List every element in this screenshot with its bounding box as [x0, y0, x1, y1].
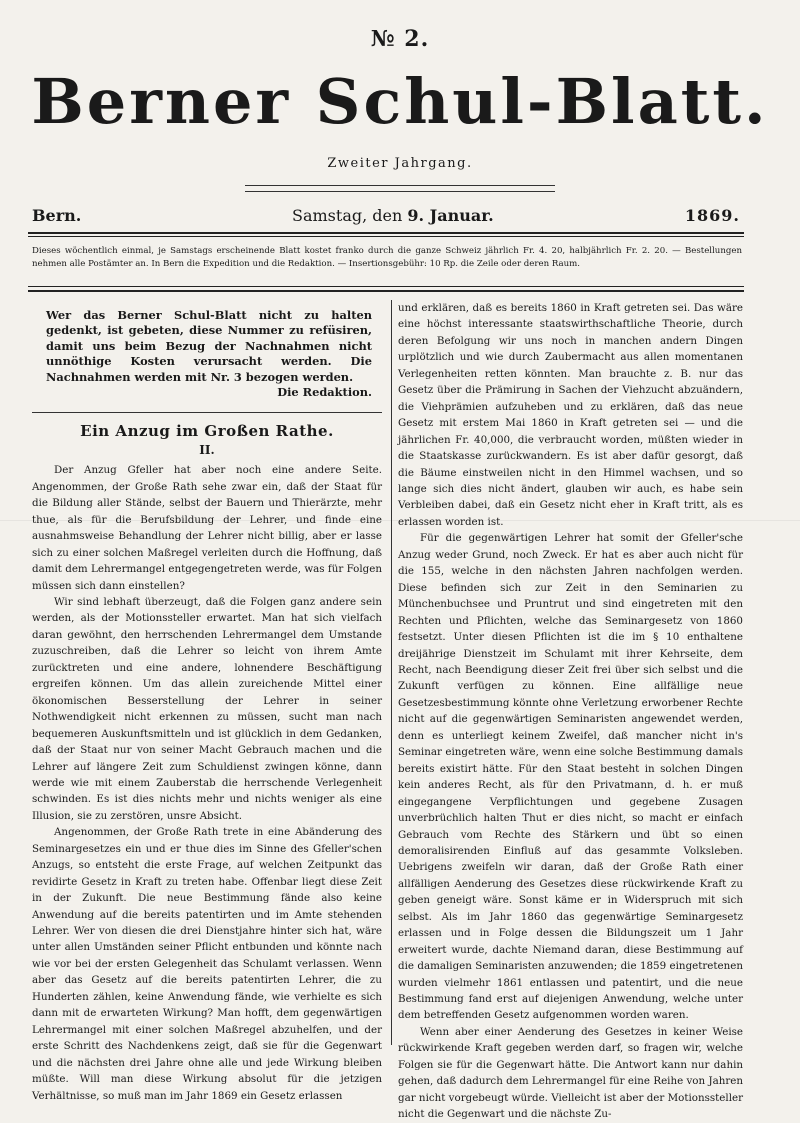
editorial-announcement — [32, 300, 382, 406]
article-paragraph: und erklären, daß es bereits 1860 in Kraft getreten sei. Das wäre eine höchst interessante staatswirthschaftliche Theorie, durch deren Befolgung wir uns noch in manchen andern Dingen urplötzlich und wie durch Zaubermacht aus allen momentanen Verlegenheiten retten könnten. Man brauchte z. B. nur das Gesetz über die Prämirung in Sachen der Viehzucht abzuändern, die Viehprämien aufzuheben und zu erklären, daß das neue Gesetz mit erstem Mai 1860 in Kraft getreten sei — und die jährlichen Fr. 40,000, die verbraucht worden, müßten wieder in die Staatskasse zurückwandern. Es ist aber dafür gesorgt, daß die Bäume einstweilen nicht in den Himmel wachsen, und so lange sich dies nicht ändert, glauben wir auch, es habe sein Verbleiben dabei, daß ein Gesetz nicht eher in Kraft tritt, als es erlassen worden ist. — [398, 302, 743, 528]
notice-rule-thin — [28, 286, 744, 287]
dateline-weekday: Samstag, den — [292, 206, 403, 225]
article-part-number: II. — [199, 442, 215, 457]
dateline-date — [292, 206, 494, 225]
masthead-title: Berner Schul-Blatt. — [31, 65, 769, 138]
subscription-notice: Dieses wöchentlich einmal, je Samstags erscheinende Blatt kostet franko durch die ganze Schweiz jährlich Fr. 4. 20, halbjährlich Fr. 2. 20. — Bestellungen nehmen alle Postämter an. In Bern die Expedition und die Redaktion. — Insertionsgebühr: 10 Rp. die Zeile oder deren Raum. — [32, 246, 742, 269]
right-column — [398, 300, 743, 1123]
notice-rule — [28, 290, 744, 292]
article-paragraph: Für die gegenwärtigen Lehrer hat somit der Gfeller'sche Anzug weder Grund, noch Zweck. Er hat es aber auch nicht für die 155, welche in den nächsten Jahren nachfolgen werden. Diese befinden sich zur Zeit in den Seminarien zu Münchenbuchsee und Pruntrut und sind eingetreten mit den Rechten und Pflichten, welche das Seminargesetz von 1860 festsetzt. Unter diesen Pflichten ist die im § 10 enthaltene dreijährige Dienstzeit im Schulamt mit ihrer Kehrseite, dem Recht, nach Beendigung dieser Zeit frei über sich selbst und die Zukunft verfügen zu können. Eine allfällige neue Gesetzesbestimmung könnte ohne Verletzung erworbener Rechte nicht auf die gegenwärtigen Seminaristen angewendet werden, denn es unterliegt keinem Zweifel, daß mancher nicht in's Seminar eingetreten wäre, wenn eine solche Bestimmung damals bereits existirt hätte. Für den Staat besteht in solchen Dingen kein anderes Recht, als für den Privatmann, d. h. er muß eingegangene Verpflichtungen und gegebene Zusagen unverbrüchlich halten Thut er dies nicht, so macht er einfach Gebrauch vom Rechte des Stärkern und übt so einen demoralisirenden Einfluß auf das gesammte Volksleben. Uebrigens zweifeln wir daran, daß der Große Rath einer allfälligen Aenderung des Gesetzes diese rückwirkende Kraft zu geben geneigt wäre. Sonst käme er in Widerspruch mit sich selbst. Als im Jahr 1860 das gegenwärtige Seminargesetz erlassen und in Folge dessen die Bildungszeit um 1 Jahr erweitert wurde, dachte Niemand daran, diese Bestimmung auf die damaligen Seminaristen anzuwenden; die 1859 eingetretenen wurden vielmehr 1861 entlassen und patentirt, und die neue Bestimmung fand erst auf diejenigen Anwendung, welche unter dem betreffenden Gesetz aufgenommen worden waren. — [398, 532, 743, 1022]
dateline — [32, 206, 740, 226]
column-divider — [391, 300, 392, 1045]
left-column — [32, 300, 382, 1104]
article-paragraph: Angenommen, der Große Rath trete in eine Abänderung des Seminargesetzes ein und er thue dies im Sinne des Gfeller'schen Anzugs, so entsteht die erste Frage, auf welchen Zeitpunkt das revidirte Gesetz in Kraft zu treten habe. Offenbar liegt diese Zeit in der Zukunft. Die neue Bestimmung fände also keine Anwendung auf die bereits patentirten und im Amte stehenden Lehrer. Wer von diesen die drei Dienstjahre hinter sich hat, wäre unter allen Umständen seiner Pflicht entbunden und könnte nach wie vor bei der ersten Gelegenheit das Schulamt verlassen. Wenn aber das Gesetz auf die bereits patentirten Lehrer, die zu Hunderten zählen, keine Anwendung fände, wie verhielte es sich dann mit de erwarteten Wirkung? Man hofft, dem gegenwärtigen Lehrermangel mit einer solchen Maßregel abzuhelfen, und der erste Schritt des Nachdenkens zeigt, daß sie für die Gegenwart und die nächsten drei Jahre ohne alle und jede Wirkung bleiben müßte. Will man diese Wirkung absolut für die jetzigen Verhältnisse, so muß man im Jahr 1869 ein Gesetz erlassen — [32, 826, 382, 1102]
issue-number: № 2. — [370, 26, 430, 52]
header-rule-thin — [28, 236, 744, 237]
volume-line: Zweiter Jahrgang. — [327, 156, 473, 171]
announcement-text: Wer das Berner Schul-Blatt nicht zu halten gedenkt, ist gebeten, diese Nummer zu refüsiren, damit uns beim Bezug der Nachnahmen nicht unnöthige Kosten verursacht werden. Die Nachnahmen werden mit Nr. 3 bezogen werden. — [46, 308, 372, 384]
article-title: Ein Anzug im Großen Rathe. — [80, 422, 334, 441]
ornamental-rule — [245, 185, 555, 192]
article-paragraph: Der Anzug Gfeller hat aber noch eine andere Seite. Angenommen, der Große Rath sehe zwar ein, daß der Staat für die Bildung aller Stände, selbst der Bauern und Thierärzte, mehr thue, als für die Berufsbildung der Lehrer, und finde eine ausnahmsweise Behandlung der Lehrer nicht billig, aber er lasse sich zu einer solchen Maßregel verleiten durch die Hoffnung, daß damit dem Lehrermangel entgegengetreten werde, was für Folgen müssen sich dann einstellen? — [32, 464, 382, 592]
dateline-place: Bern. — [32, 206, 82, 225]
dateline-day-month: 9. Januar. — [407, 206, 494, 225]
dateline-year: 1869. — [684, 206, 740, 225]
header-rule — [28, 232, 744, 234]
article-paragraph: Wir sind lebhaft überzeugt, daß die Folgen ganz andere sein werden, als der Motionssteller erwartet. Man hat sich vielfach daran gewöhnt, den herrschenden Lehrermangel dem Umstande zuzuschreiben, daß die Lehrer so leicht von ihrem Amte zurücktreten und eine andere, lohnendere Beschäftigung ergreifen können. Um das allein zureichende Mittel einer ökonomischen Besserstellung der Lehrer in seiner Nothwendigkeit nicht erkennen zu müssen, sucht man nach bequemeren Auskunftsmitteln und ist glücklich in dem Gedanken, daß der Staat nur von seiner Macht Gebrauch machen und die Lehrer auf längere Zeit zum Schuldienst zwingen könne, dann werde wie mit einem Zauberstab die herrschende Verlegenheit schwinden. Es ist dies nichts mehr und nichts weniger als eine Illusion, sie zu zerstören, unsre Absicht. — [32, 595, 382, 822]
section-separator — [32, 412, 382, 413]
announcement-signature: Die Redaktion. — [277, 385, 372, 400]
article-paragraph: Wenn aber einer Aenderung des Gesetzes in keiner Weise rückwirkende Kraft gegeben werden darf, so fragen wir, welche Folgen sie für die Gegenwart hätte. Die Antwort kann nur dahin gehen, daß dadurch dem Lehrermangel für eine Reihe von Jahren gar nicht vorgebeugt würde. Vielleicht ist aber der Motionssteller nicht die Gegenwart und die nächste Zu- — [398, 1025, 743, 1121]
